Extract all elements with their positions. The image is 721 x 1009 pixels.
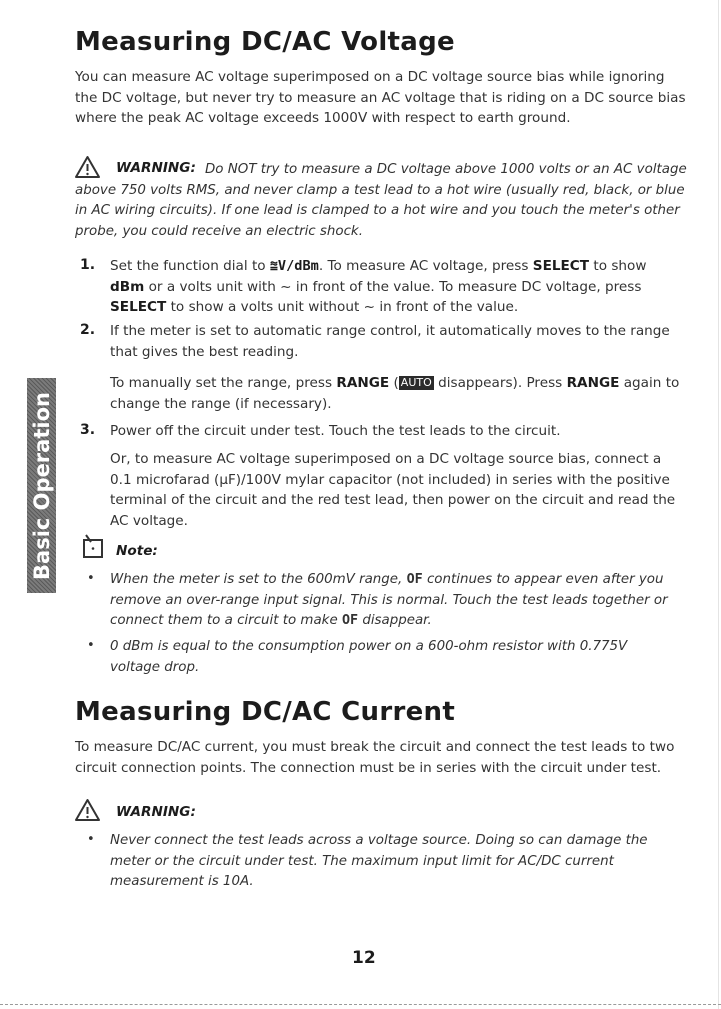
note-pad-icon	[81, 533, 105, 559]
warning-label: WARNING:	[116, 804, 196, 820]
bullet: •	[87, 571, 95, 586]
current-intro: To measure DC/AC current, you must break the circuit and connect the test leads to two circuit connection points. The connection must be in series with the circuit under test.	[75, 739, 675, 776]
of-indicator: OF	[406, 572, 423, 587]
note-2-text: 0 dBm is equal to the consumption power on a 600-ohm resistor with 0.775V voltage drop.	[110, 639, 628, 675]
step-1-text	[110, 256, 685, 318]
step-2-part: (	[389, 375, 399, 391]
select-key: SELECT	[532, 258, 590, 274]
warning-text: Do NOT try to measure a DC voltage above 1000 volts or an AC voltage above 750 volts RMS, and never clamp a test lead to a hot wire (usually red, black, or blue in AC wiring circuits). If one lead is clamped to a hot wire and you touch the meter's other probe, you could receive an electric shock.	[75, 162, 687, 239]
step-3-sub: Or, to measure AC voltage superimposed on a DC voltage source bias, connect a 0.1 microfarad (µF)/100V mylar capacitor (not included) in series with the positive terminal of the circuit and the red test lead, then power on the circuit and read the AC voltage.	[110, 451, 676, 529]
note-1-text	[110, 570, 670, 632]
warning-triangle-icon	[74, 798, 101, 822]
step-1-part: . To measure AC voltage, press	[318, 258, 533, 274]
bullet: •	[87, 832, 95, 847]
page-edge	[718, 0, 719, 1009]
range-key: RANGE	[566, 375, 620, 391]
note-1-part: disappear.	[358, 613, 432, 628]
step-2-part: again to change the range (if necessary).	[110, 375, 680, 412]
step-number: 1.	[80, 257, 96, 273]
bullet: •	[87, 638, 95, 653]
page-number: 12	[352, 948, 376, 968]
note-1-part: continues to appear even after you remove an over-range input signal. This is normal. Touch the test leads together or connect them to a circuit to make	[110, 572, 668, 628]
step-2-sub	[110, 373, 685, 414]
section-title-current: Measuring DC/AC Current	[75, 697, 456, 727]
step-2-text: If the meter is set to automatic range control, it automatically moves to the range that gives the best reading.	[110, 323, 670, 360]
step-number: 2.	[80, 322, 96, 338]
range-key: RANGE	[336, 375, 390, 391]
step-3-text: Power off the circuit under test. Touch the test leads to the circuit.	[110, 423, 561, 439]
step-1-part: to show a volts unit without ~ in front of the value.	[166, 299, 519, 315]
side-tab	[27, 378, 56, 593]
step-number: 3.	[80, 422, 96, 438]
step-2-part: To manually set the range, press	[110, 375, 337, 391]
step-1-part: or a volts unit with ~ in front of the value. To measure DC voltage, press	[144, 278, 642, 295]
voltage-intro: You can measure AC voltage superimposed on a DC voltage source bias while ignoring the DC voltage, but never try to measure an AC voltage that is riding on a DC source bias where the peak AC voltage exceeds 1000V with respect to earth ground.	[75, 69, 686, 126]
of-indicator: OF	[341, 613, 359, 628]
section-title-voltage: Measuring DC/AC Voltage	[75, 27, 455, 57]
auto-indicator: AUTO	[400, 376, 432, 389]
note-label: Note:	[116, 543, 158, 559]
current-warning-text: Never connect the test leads across a voltage source. Doing so can damage the meter or the circuit under test. The maximum input limit for AC/DC current measurement is 10A.	[110, 833, 648, 889]
dbm-unit: dBm	[110, 278, 145, 295]
step-1-part: to show	[589, 258, 647, 274]
select-key: SELECT	[110, 299, 167, 315]
note-1-part: When the meter is set to the 600mV range,	[110, 572, 407, 587]
bottom-rule	[0, 1004, 721, 1005]
side-tab-label: Basic Operation	[29, 391, 54, 580]
step-2-part: disappears). Press	[433, 375, 567, 391]
dial-symbol: ⩰V/dBm	[269, 258, 319, 274]
warning-label: WARNING:	[116, 160, 196, 176]
step-1-part: Set the function dial to	[110, 258, 270, 274]
